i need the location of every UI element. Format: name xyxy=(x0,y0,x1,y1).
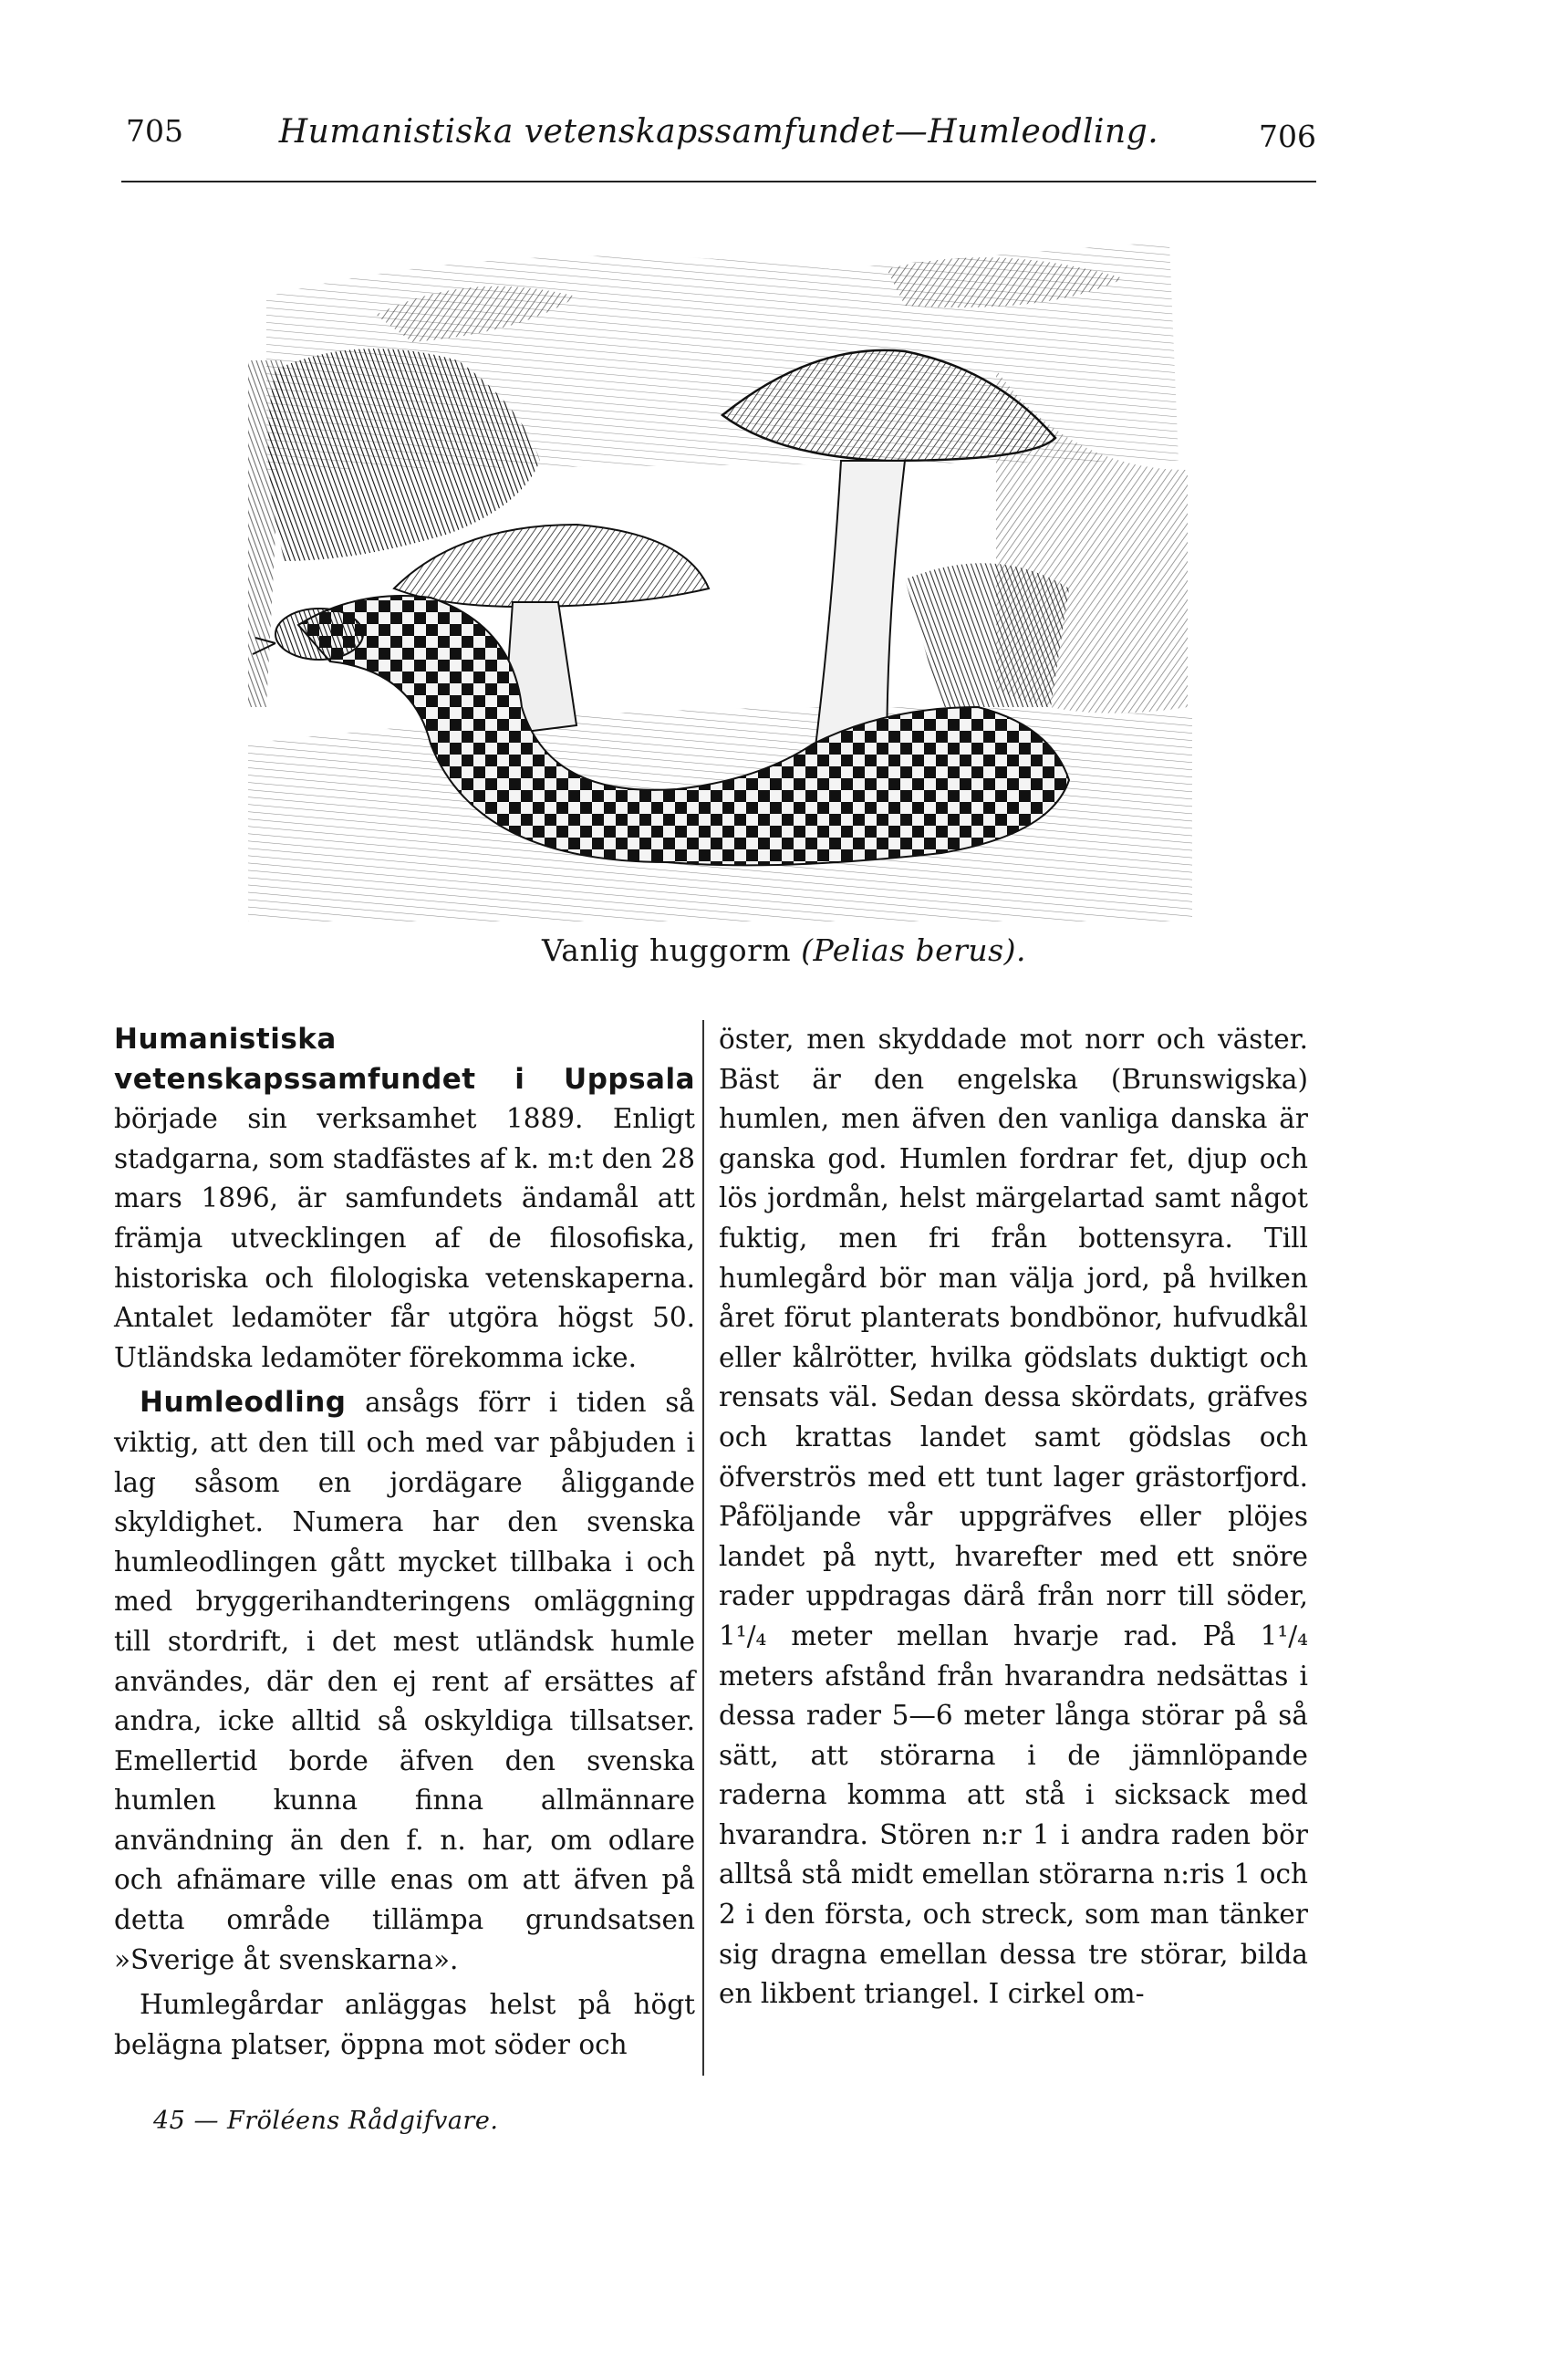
caption-common-name: Vanlig huggorm xyxy=(542,932,792,968)
viper-engraving xyxy=(248,233,1192,921)
entry-heading: Humanistiska vetenskapssamfundet i Uppsala xyxy=(114,1023,695,1096)
entry-body: började sin verksamhet 1889. Enligt stadgarna, som stadfästes af k. m:t den 28 mars 1896, är samfundets ändamål att främja utvecklingen af de filosofiska, historiska och filologiska vetenskaperna. Antalet ledamöter får utgöra högst 50. Utländska ledamöter förekomma icke. xyxy=(114,1103,695,1373)
figure-caption xyxy=(0,932,1568,968)
caption-latin-name: (Pelias berus). xyxy=(801,932,1026,968)
right-column xyxy=(719,1020,1308,2015)
signature-line: 45 — Fröléens Rådgifvare. xyxy=(153,2107,499,2135)
running-header xyxy=(121,109,1316,162)
left-column xyxy=(114,1020,695,2065)
running-title: Humanistiska vetenskapssamfundet—Humleodling. xyxy=(278,113,1159,151)
entry-humanistiska xyxy=(114,1020,695,1378)
entry-body: ansågs förr i tiden så viktig, att den till och med var påbjuden i lag såsom en jordägare åliggande skyldighet. Numera har den svenska humleodlingen gått mycket tillbaka i och med bryggerihandteringens omläggning till stordrift, i det mest utländsk humle användes, där den ej rent af ersättes af andra, icke alltid så oskyldiga tillsatser. Emellertid borde äfven den svenska humlen kunna finna allmännare användning än den f. n. har, om odlare och afnämare ville enas om att äfven på detta område tillämpa grundsatsen »Sverige åt svenskarna». xyxy=(114,1387,695,1975)
paragraph-humlegardar: Humlegårdar anläggas helst på högt belägna platser, öppna mot söder och xyxy=(114,1989,695,2060)
entry-heading: Humleodling xyxy=(140,1386,347,1420)
paragraph-continued: öster, men skyddade mot norr och väster. Bäst är den engelska (Brunswigska) humlen, men äfven den vanliga danska är ganska god. Humlen fordrar fet, djup och lös jordmån, helst märgelartad samt något fuktig, men fri från bottensyra. Till humlegård bör man välja jord, på hvilken året förut planterats bondbönor, hufvudkål eller kålrötter, hvilka gödslats duktigt och rensats väl. Sedan dessa skördats, gräfves och krattas landet samt gödslas och öfverströs med ett tunt lager grästorfjord. Påföljande vår uppgräfves eller plöjes landet på nytt, hvarefter med ett snöre rader uppdragas därå från norr till söder, 1¹/₄ meter mellan hvarje rad. På 1¹/₄ meters afstånd från hvarandra nedsättas i dessa rader 5—6 meter långa störar på så sätt, att störarna i de jämnlöpande raderna komma att stå i sicksack med hvarandra. Stören n:r 1 i andra raden bör alltså stå midt emellan störarna n:ris 1 och 2 i den första, och streck, som man tänker sig dragna emellan dessa tre störar, bilda en likbent triangel. I cirkel om- xyxy=(719,1024,1308,2010)
page-number-left: 705 xyxy=(126,113,183,149)
page-number-right: 706 xyxy=(1259,119,1316,154)
entry-humleodling xyxy=(114,1383,695,1980)
header-rule xyxy=(121,181,1316,182)
column-divider xyxy=(702,1020,704,2076)
